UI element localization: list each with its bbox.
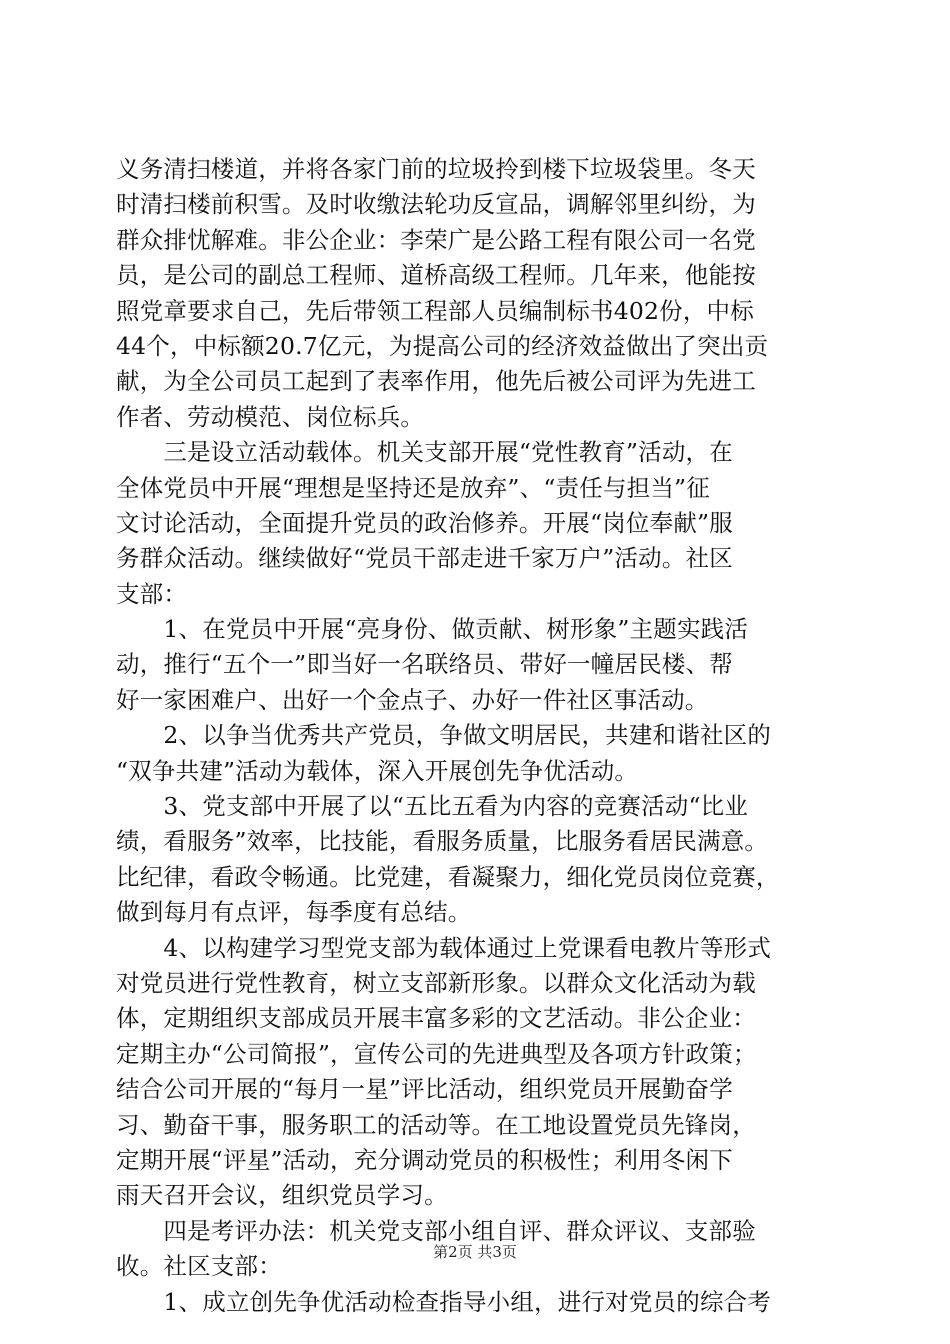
text-line: 献，为全公司员工起到了表率作用，他先后被公司评为先进工 (116, 367, 756, 396)
text-line: 定期主办“公司简报”，宣传公司的先进典型及各项方针政策； (116, 1039, 757, 1068)
text-line: 定期开展“评星”活动，充分调动党员的积极性；利用冬闲下 (116, 1145, 733, 1174)
text-line: 员，是公司的副总工程师、道桥高级工程师。几年来，他能按 (116, 261, 756, 290)
text-line: 雨天召开会议，组织党员学习。 (116, 1181, 448, 1210)
text-line: 44个，中标额20.7亿元，为提高公司的经济效益做出了突出贡 (116, 331, 769, 360)
text-line: 三是设立活动载体。机关支部开展“党性教育”活动，在 (116, 438, 733, 467)
text-line: 习、勤奋干事，服务职工的活动等。在工地设置党员先锋岗， (116, 1110, 756, 1139)
text-line: 全体党员中开展“理想是坚持还是放弃”、“责任与担当”征 (116, 473, 710, 502)
text-line: 1、成立创先争优活动检查指导小组，进行对党员的综合考 (116, 1287, 772, 1316)
text-line: 1、在党员中开展“亮身份、做贡献、树形象”主题实践活 (116, 615, 749, 644)
text-line: 做到每月有点评，每季度有总结。 (116, 898, 472, 927)
text-line: 收。社区支部： (116, 1252, 282, 1281)
text-line: 文讨论活动，全面提升党员的政治修养。开展“岗位奉献”服 (116, 508, 733, 537)
text-line: 照党章要求自己，先后带领工程部人员编制标书402份，中标 (116, 296, 754, 325)
text-line: 体，定期组织支部成员开展丰富多彩的文艺活动。非公企业： (116, 1004, 756, 1033)
text-line: 务群众活动。继续做好“党员干部走进千家万户”活动。社区 (116, 544, 733, 573)
document-body (116, 152, 836, 1320)
text-line: 2、以争当优秀共产党员，争做文明居民，共建和谐社区的 (116, 721, 772, 750)
text-line: 支部： (116, 579, 188, 608)
text-line: 比纪律，看政令畅通。比党建，看凝聚力，细化党员岗位竞赛， (116, 862, 780, 891)
text-line: 作者、劳动模范、岗位标兵。 (116, 402, 425, 431)
text-line: 动，推行“五个一”即当好一名联络员、带好一幢居民楼、帮 (116, 650, 733, 679)
text-line: 时清扫楼前积雪。及时收缴法轮功反宣品，调解邻里纠纷，为 (116, 190, 756, 219)
text-line: 义务清扫楼道，并将各家门前的垃圾拎到楼下垃圾袋里。冬天 (116, 155, 756, 183)
text-line: 四是考评办法：机关党支部小组自评、群众评议、支部验 (116, 1216, 756, 1245)
text-line: 4、以构建学习型党支部为载体通过上党课看电教片等形式 (116, 933, 772, 962)
text-line: 结合公司开展的“每月一星”评比活动，组织党员开展勤奋学 (116, 1075, 733, 1104)
text-line: 3、党支部中开展了以“五比五看为内容的竞赛活动“比业 (116, 792, 749, 821)
text-line: 群众排忧解难。非公企业：李荣广是公路工程有限公司一名党 (116, 225, 756, 254)
text-line: 绩，看服务”效率，比技能，看服务质量，比服务看居民满意。 (116, 827, 769, 856)
text-line: 对党员进行党性教育，树立支部新形象。以群众文化活动为载 (116, 968, 756, 997)
text-line: “双争共建”活动为载体，深入开展创先争优活动。 (116, 756, 639, 785)
page-number-footer: 第2页 共3页 (433, 1243, 517, 1261)
text-line: 好一家困难户、出好一个金点子、办好一件社区事活动。 (116, 685, 709, 714)
